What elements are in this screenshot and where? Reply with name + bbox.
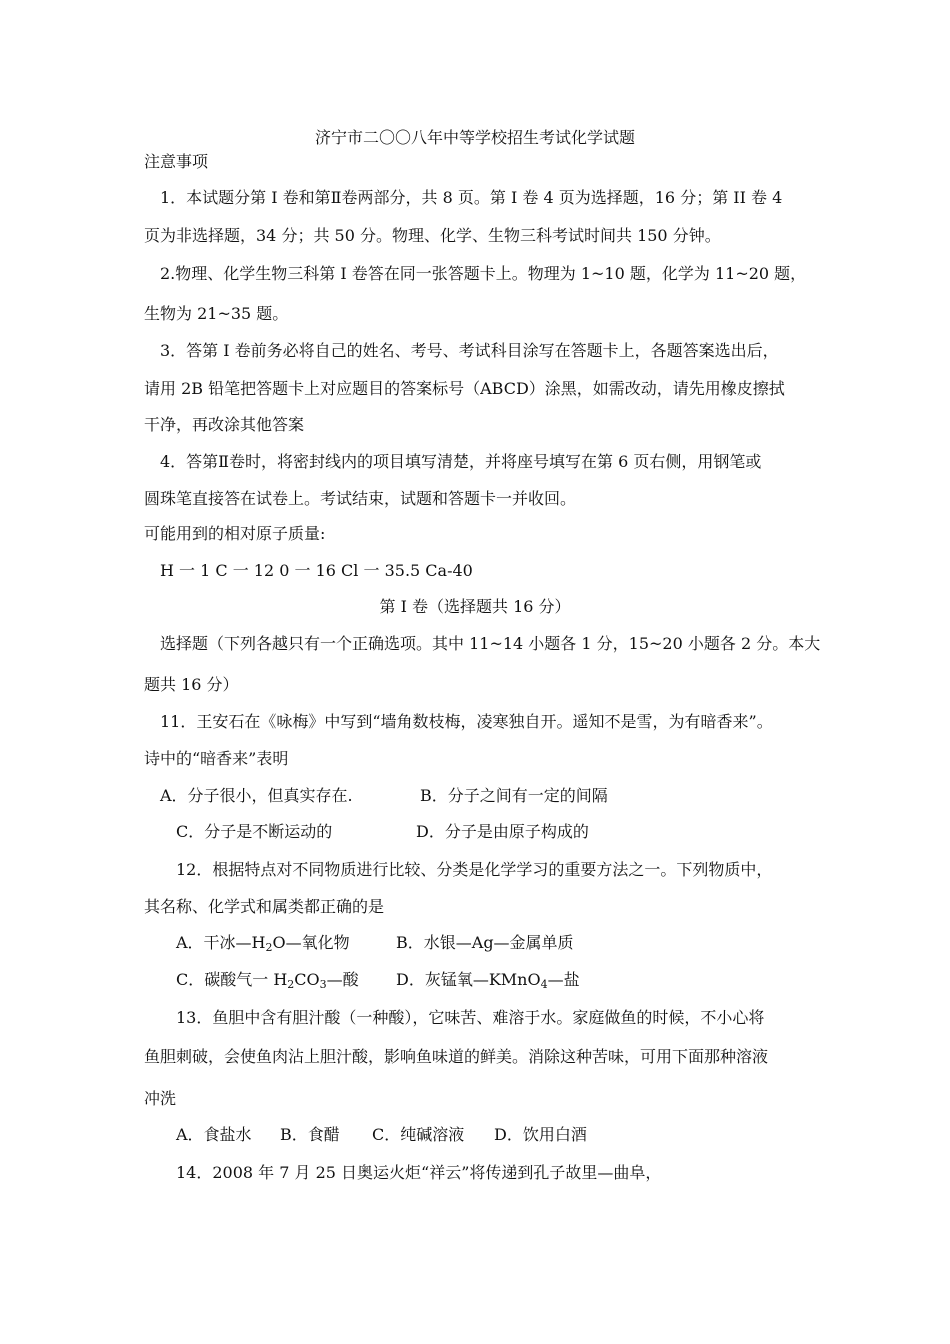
q11-option-c: C．分子是不断运动的 (176, 822, 333, 841)
q13-stem: 13．鱼胆中含有胆汁酸（一种酸），它味苦、难溶于水。家庭做鱼的时候，不小心将 (176, 1008, 765, 1027)
q13-option-b: B．食醋 (280, 1125, 340, 1144)
notice-item-3: 3．答第 I 卷前务必将自己的姓名、考号、考试科目涂写在答题卡上，各题答案选出后， (160, 341, 779, 360)
notice-item-3-cont: 请用 2B 铅笔把答题卡上对应题目的答案标号（ABCD）涂黑，如需改动，请先用橡皮擦拭 (144, 379, 785, 398)
atomic-mass-values: H 一 1 C 一 12 0 一 16 Cl 一 35.5 Ca-40 (160, 561, 473, 580)
q13-stem-cont2: 冲洗 (144, 1089, 177, 1108)
q12-option-d: D．灰锰氧—KMnO$_4$—盐 (396, 970, 580, 991)
q11-option-b: B．分子之间有一定的间隔 (420, 786, 608, 805)
q12-option-c: C．碳酸气一 $H_2CO_3—$酸 (176, 970, 359, 991)
q12-option-b: B．水银—Ag—金属单质 (396, 933, 574, 952)
notice-item-1: 1．本试题分第 I 卷和第Ⅱ卷两部分，共 8 页。第 I 卷 4 页为选择题，16 分；第 II 卷 4 (160, 188, 783, 207)
q13-option-a: A．食盐水 (176, 1125, 252, 1144)
q12-stem: 12．根据特点对不同物质进行比较、分类是化学学习的重要方法之一。下列物质中， (176, 860, 773, 879)
section-intro: 选择题（下列各越只有一个正确选项。其中 11~14 小题各 1 分，15~20 小题各 2 分。本大 (160, 634, 821, 653)
notice-item-2-cont: 生物为 21~35 题。 (144, 304, 289, 323)
atomic-mass-heading: 可能用到的相对原子质量: (144, 524, 326, 543)
notice-heading: 注意事项 (144, 152, 209, 171)
notice-item-2: 2.物理、化学生物三科第 I 卷答在同一张答题卡上。物理为 1~10 题，化学为 11~20 题， (160, 264, 807, 283)
q11-stem-cont: 诗中的“暗香来”表明 (144, 749, 289, 768)
q13-stem-cont: 鱼胆刺破，会使鱼肉沾上胆汁酸，影响鱼味道的鲜美。消除这种苦味，可用下面那种溶液 (144, 1047, 769, 1066)
q11-stem: 11．王安石在《咏梅》中写到“墙角数枝梅，凌寒独自开。遥知不是雪，为有暗香来”。 (160, 712, 773, 731)
section-title: 第 I 卷（选择题共 16 分） (379, 597, 571, 616)
page-title: 济宁市二〇〇八年中等学校招生考试化学试题 (314, 128, 635, 147)
notice-item-4: 4．答第Ⅱ卷时，将密封线内的项目填写清楚，并将座号填写在第 6 页右侧，用钢笔或 (160, 452, 762, 471)
q12-stem-cont: 其名称、化学式和属类都正确的是 (144, 897, 385, 916)
notice-item-1-cont: 页为非选择题，34 分；共 50 分。物理、化学、生物三科考试时间共 150 分钟。 (144, 226, 721, 245)
notice-item-4-cont: 圆珠笔直接答在试卷上。考试结束，试题和答题卡一并收回。 (144, 489, 577, 508)
section-intro-cont: 题共 16 分） (144, 675, 239, 694)
q13-option-d: D．饮用白酒 (494, 1125, 587, 1144)
q13-option-c: C．纯碱溶液 (372, 1125, 465, 1144)
notice-item-3-cont2: 干净，再改涂其他答案 (144, 415, 305, 434)
q11-option-d: D．分子是由原子构成的 (416, 822, 589, 841)
q14-stem: 14．2008 年 7 月 25 日奥运火炬“祥云”将传递到孔子故里—曲阜， (176, 1163, 662, 1182)
q12-option-a: A．干冰$—H_2O—$氧化物 (176, 933, 350, 954)
q11-option-a: A．分子很小，但真实存在. (160, 786, 353, 805)
